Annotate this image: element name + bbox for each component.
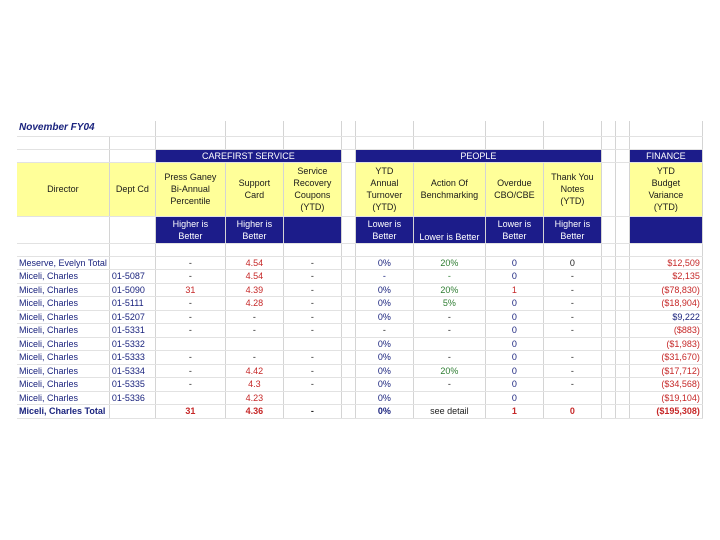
header-budget: YTD Budget Variance (YTD) [629, 162, 702, 216]
direction-thank-you: Higher is Better [543, 216, 601, 243]
header-turnover: YTD Annual Turnover (YTD) [355, 162, 413, 216]
header-overdue: Overdue CBO/CBE [485, 162, 543, 216]
header-benchmarking: Action Of Benchmarking [413, 162, 485, 216]
table-row: Miceli, Charles 01-5090 31 4.39 - 0% 20% 1 - ($78,830) [17, 283, 702, 297]
table-row: Miceli, Charles 01-5207 - - - 0% - 0 - $9,222 [17, 310, 702, 324]
table-row: Miceli, Charles 01-5335 - 4.3 - 0% - 0 - ($34,568) [17, 378, 702, 392]
direction-press-ganey: Higher is Better [155, 216, 225, 243]
table-row: Miceli, Charles 01-5332 0% 0 ($1,983) [17, 337, 702, 351]
header-coupons: Service Recovery Coupons (YTD) [283, 162, 341, 216]
table-row: Miceli, Charles 01-5334 - 4.42 - 0% 20% 0 - ($17,712) [17, 364, 702, 378]
section-finance: FINANCE [629, 149, 702, 162]
direction-overdue: Lower is Better [485, 216, 543, 243]
header-press-ganey: Press Ganey Bi-Annual Percentile [155, 162, 225, 216]
table-row: Miceli, Charles 01-5336 4.23 0% 0 ($19,104) [17, 391, 702, 405]
report-title: November FY04 [17, 121, 155, 136]
header-thank-you: Thank You Notes (YTD) [543, 162, 601, 216]
direction-benchmarking: Lower is Better [413, 216, 485, 243]
table-row: Miceli, Charles 01-5333 - - - 0% - 0 - ($31,670) [17, 351, 702, 365]
direction-turnover: Lower is Better [355, 216, 413, 243]
direction-support-card: Higher is Better [225, 216, 283, 243]
header-support-card: Support Card [225, 162, 283, 216]
header-dept: Dept Cd [109, 162, 155, 216]
table-row: Meserve, Evelyn Total - 4.54 - 0% 20% 0 0 $12,509 [17, 256, 702, 270]
section-people: PEOPLE [355, 149, 601, 162]
section-carefirst: CAREFIRST SERVICE [155, 149, 341, 162]
table-row: Miceli, Charles 01-5111 - 4.28 - 0% 5% 0 - ($18,904) [17, 297, 702, 311]
header-director: Director [17, 162, 109, 216]
table-row-total: Miceli, Charles Total 31 4.36 - 0% see detail 1 0 ($195,308) [17, 405, 702, 419]
scorecard-table [17, 121, 703, 419]
table-row: Miceli, Charles 01-5087 - 4.54 - - - 0 - $2,135 [17, 270, 702, 284]
table-row: Miceli, Charles 01-5331 - - - - - 0 - ($883) [17, 324, 702, 338]
